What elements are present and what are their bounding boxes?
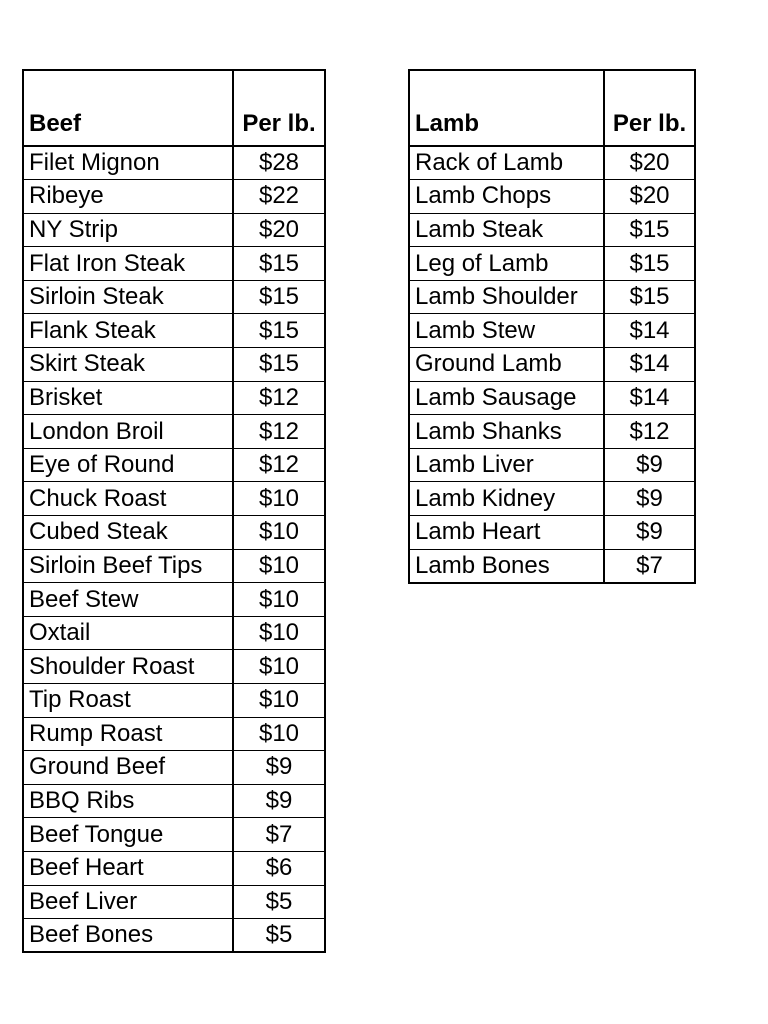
beef-cut-name: Tip Roast: [23, 684, 233, 718]
table-row: [23, 851, 325, 885]
beef-cut-price: $15: [233, 348, 325, 382]
table-row: [23, 919, 325, 953]
table-row: [23, 818, 325, 852]
beef-cut-name: Shoulder Roast: [23, 650, 233, 684]
table-row: [409, 381, 695, 415]
lamb-cut-price: $14: [604, 314, 695, 348]
lamb-column-header: Lamb: [409, 70, 604, 146]
beef-cut-name: Oxtail: [23, 616, 233, 650]
beef-cut-price: $22: [233, 180, 325, 214]
beef-header-row: [23, 70, 325, 146]
lamb-cut-name: Lamb Liver: [409, 448, 604, 482]
table-row: [409, 516, 695, 550]
table-row: [23, 650, 325, 684]
beef-cut-name: Beef Liver: [23, 885, 233, 919]
beef-cut-name: BBQ Ribs: [23, 784, 233, 818]
lamb-cut-price: $9: [604, 482, 695, 516]
beef-cut-price: $28: [233, 146, 325, 180]
table-row: [23, 549, 325, 583]
lamb-cut-price: $7: [604, 549, 695, 583]
table-row: [409, 146, 695, 180]
beef-cut-name: Sirloin Steak: [23, 280, 233, 314]
table-row: [23, 717, 325, 751]
table-row: [23, 213, 325, 247]
beef-cut-price: $6: [233, 851, 325, 885]
table-row: [409, 314, 695, 348]
beef-cut-price: $15: [233, 314, 325, 348]
lamb-cut-price: $15: [604, 280, 695, 314]
lamb-cut-name: Lamb Chops: [409, 180, 604, 214]
beef-cut-price: $5: [233, 885, 325, 919]
beef-cut-name: NY Strip: [23, 213, 233, 247]
lamb-cut-name: Lamb Stew: [409, 314, 604, 348]
lamb-cut-price: $15: [604, 247, 695, 281]
lamb-cut-name: Leg of Lamb: [409, 247, 604, 281]
beef-cut-price: $12: [233, 415, 325, 449]
beef-rows: [23, 146, 325, 952]
table-row: [23, 180, 325, 214]
beef-cut-price: $15: [233, 247, 325, 281]
table-row: [409, 415, 695, 449]
beef-cut-name: Beef Bones: [23, 919, 233, 953]
table-row: [23, 247, 325, 281]
beef-cut-name: Brisket: [23, 381, 233, 415]
table-row: [23, 280, 325, 314]
table-row: [23, 348, 325, 382]
beef-cut-name: Ground Beef: [23, 751, 233, 785]
beef-cut-price: $12: [233, 448, 325, 482]
beef-cut-price: $5: [233, 919, 325, 953]
beef-cut-name: London Broil: [23, 415, 233, 449]
lamb-cut-price: $15: [604, 213, 695, 247]
beef-cut-price: $12: [233, 381, 325, 415]
beef-per-lb-header: Per lb.: [233, 70, 325, 146]
beef-cut-name: Flat Iron Steak: [23, 247, 233, 281]
beef-cut-price: $10: [233, 650, 325, 684]
lamb-cut-name: Lamb Shanks: [409, 415, 604, 449]
beef-cut-name: Beef Stew: [23, 583, 233, 617]
beef-cut-price: $15: [233, 280, 325, 314]
beef-cut-name: Sirloin Beef Tips: [23, 549, 233, 583]
lamb-cut-name: Lamb Shoulder: [409, 280, 604, 314]
beef-cut-name: Cubed Steak: [23, 516, 233, 550]
lamb-cut-price: $12: [604, 415, 695, 449]
table-row: [409, 549, 695, 583]
beef-cut-name: Beef Heart: [23, 851, 233, 885]
table-row: [409, 482, 695, 516]
beef-cut-price: $9: [233, 784, 325, 818]
beef-cut-name: Eye of Round: [23, 448, 233, 482]
beef-cut-price: $9: [233, 751, 325, 785]
lamb-price-table: [408, 69, 696, 584]
beef-cut-price: $10: [233, 482, 325, 516]
lamb-cut-name: Lamb Sausage: [409, 381, 604, 415]
table-row: [23, 448, 325, 482]
table-row: [409, 280, 695, 314]
beef-cut-name: Chuck Roast: [23, 482, 233, 516]
table-row: [23, 751, 325, 785]
beef-cut-price: $10: [233, 516, 325, 550]
lamb-header-row: [409, 70, 695, 146]
table-row: [23, 583, 325, 617]
beef-cut-name: Skirt Steak: [23, 348, 233, 382]
table-row: [23, 885, 325, 919]
lamb-cut-price: $20: [604, 146, 695, 180]
table-row: [23, 616, 325, 650]
beef-cut-price: $10: [233, 583, 325, 617]
table-row: [409, 213, 695, 247]
beef-price-table: [22, 69, 326, 953]
table-row: [409, 348, 695, 382]
beef-cut-price: $7: [233, 818, 325, 852]
beef-cut-name: Ribeye: [23, 180, 233, 214]
beef-cut-name: Rump Roast: [23, 717, 233, 751]
lamb-cut-price: $20: [604, 180, 695, 214]
lamb-cut-price: $9: [604, 448, 695, 482]
table-row: [23, 314, 325, 348]
lamb-cut-name: Lamb Heart: [409, 516, 604, 550]
lamb-cut-name: Lamb Kidney: [409, 482, 604, 516]
beef-cut-price: $10: [233, 684, 325, 718]
table-row: [23, 784, 325, 818]
lamb-cut-name: Lamb Steak: [409, 213, 604, 247]
table-row: [23, 415, 325, 449]
lamb-rows: [409, 146, 695, 583]
table-row: [409, 180, 695, 214]
beef-cut-price: $10: [233, 549, 325, 583]
table-row: [23, 146, 325, 180]
beef-cut-price: $10: [233, 616, 325, 650]
lamb-cut-name: Ground Lamb: [409, 348, 604, 382]
lamb-cut-name: Rack of Lamb: [409, 146, 604, 180]
table-row: [23, 516, 325, 550]
table-row: [23, 381, 325, 415]
beef-column-header: Beef: [23, 70, 233, 146]
beef-cut-name: Filet Mignon: [23, 146, 233, 180]
table-row: [409, 247, 695, 281]
table-row: [409, 448, 695, 482]
beef-cut-name: Beef Tongue: [23, 818, 233, 852]
beef-cut-name: Flank Steak: [23, 314, 233, 348]
lamb-cut-price: $14: [604, 348, 695, 382]
table-row: [23, 684, 325, 718]
lamb-cut-price: $14: [604, 381, 695, 415]
beef-cut-price: $20: [233, 213, 325, 247]
lamb-cut-price: $9: [604, 516, 695, 550]
lamb-cut-name: Lamb Bones: [409, 549, 604, 583]
lamb-per-lb-header: Per lb.: [604, 70, 695, 146]
beef-cut-price: $10: [233, 717, 325, 751]
table-row: [23, 482, 325, 516]
